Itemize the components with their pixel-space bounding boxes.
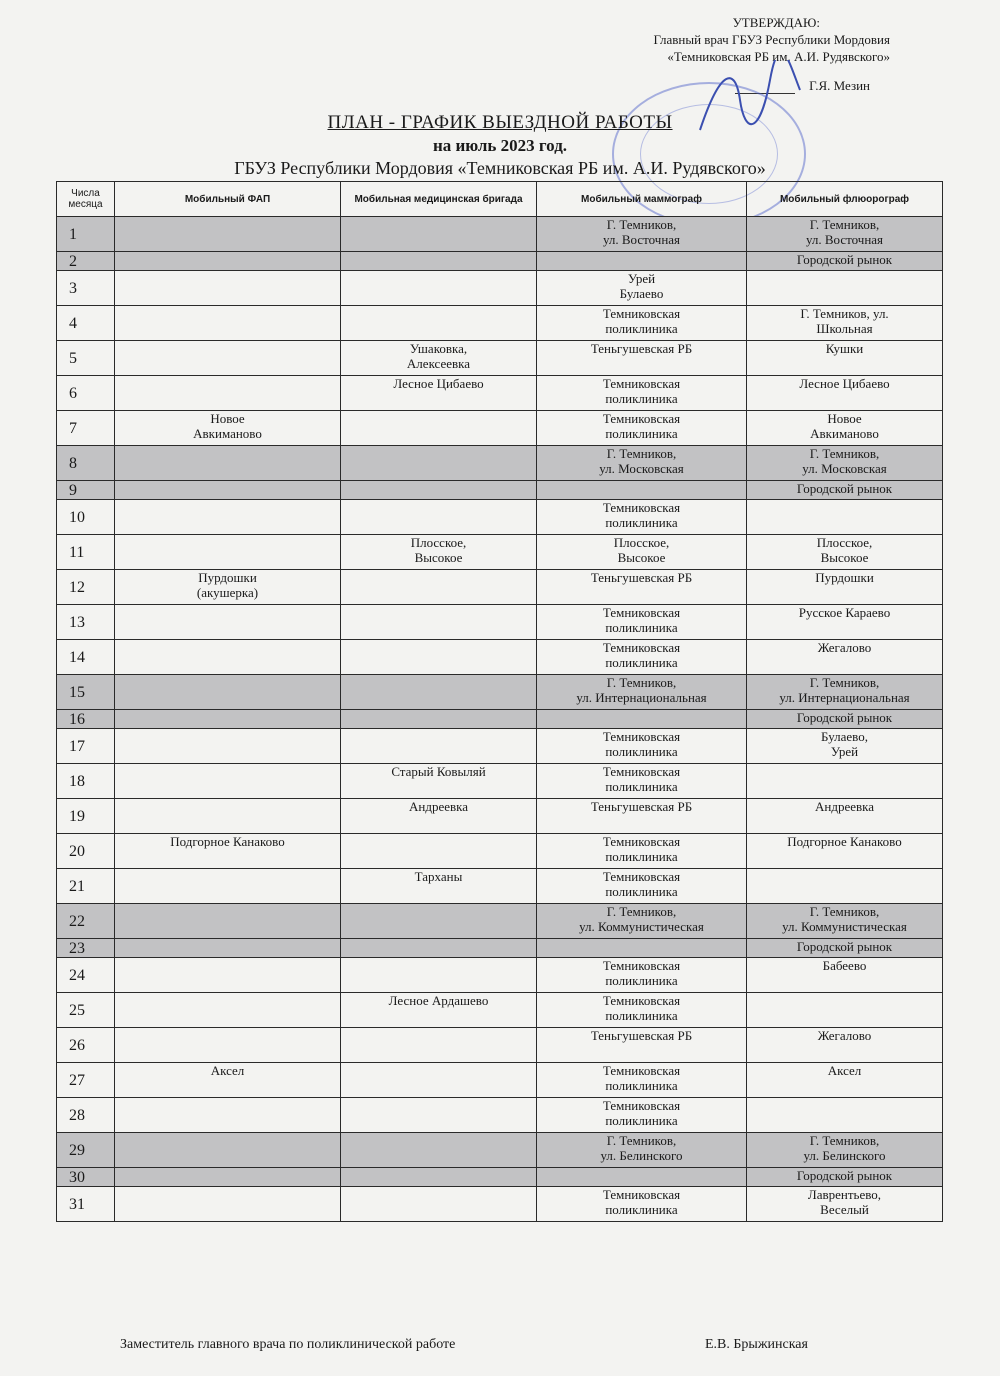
cell-brigade xyxy=(341,411,537,446)
cell-fap xyxy=(115,958,341,993)
cell-brigade: Тарханы xyxy=(341,869,537,904)
cell-day: 8 xyxy=(57,446,115,481)
approval-heading: УТВЕРЖДАЮ: xyxy=(732,15,820,30)
cell-fap xyxy=(115,993,341,1028)
cell-fap xyxy=(115,904,341,939)
table-row xyxy=(57,640,943,675)
cell-day: 16 xyxy=(57,710,115,729)
cell-mammograph: Теньгушевская РБ xyxy=(537,799,747,834)
table-row xyxy=(57,1063,943,1098)
cell-mammograph: Темниковская поликлиника xyxy=(537,729,747,764)
cell-fluorograph: Аксел xyxy=(747,1063,943,1098)
cell-day: 23 xyxy=(57,939,115,958)
cell-fluorograph: Г. Темников, ул. Школьная xyxy=(747,306,943,341)
cell-fap xyxy=(115,306,341,341)
cell-mammograph: Г. Темников, ул. Восточная xyxy=(537,217,747,252)
table-row xyxy=(57,570,943,605)
cell-fluorograph: Городской рынок xyxy=(747,710,943,729)
cell-fluorograph: Г. Темников, ул. Коммунистическая xyxy=(747,904,943,939)
cell-day: 22 xyxy=(57,904,115,939)
schedule-table xyxy=(56,181,943,1222)
table-row xyxy=(57,729,943,764)
cell-brigade xyxy=(341,271,537,306)
table-row xyxy=(57,411,943,446)
cell-day: 26 xyxy=(57,1028,115,1063)
cell-fap xyxy=(115,640,341,675)
cell-mammograph: Плосское, Высокое xyxy=(537,535,747,570)
table-row xyxy=(57,605,943,640)
table-row xyxy=(57,341,943,376)
table-row xyxy=(57,869,943,904)
table-row xyxy=(57,306,943,341)
cell-mammograph: Темниковская поликлиника xyxy=(537,376,747,411)
cell-fap xyxy=(115,500,341,535)
cell-fluorograph xyxy=(747,869,943,904)
cell-mammograph: Темниковская поликлиника xyxy=(537,605,747,640)
cell-brigade xyxy=(341,710,537,729)
cell-brigade xyxy=(341,1133,537,1168)
table-row xyxy=(57,958,943,993)
cell-mammograph: Г. Темников, ул. Коммунистическая xyxy=(537,904,747,939)
cell-brigade xyxy=(341,675,537,710)
cell-fap xyxy=(115,1098,341,1133)
header-fap: Мобильный ФАП xyxy=(115,182,341,217)
cell-fap xyxy=(115,217,341,252)
cell-brigade xyxy=(341,252,537,271)
cell-day: 12 xyxy=(57,570,115,605)
cell-day: 17 xyxy=(57,729,115,764)
cell-mammograph: Темниковская поликлиника xyxy=(537,306,747,341)
cell-fap xyxy=(115,1133,341,1168)
cell-day: 9 xyxy=(57,481,115,500)
cell-fap: Пурдошки (акушерка) xyxy=(115,570,341,605)
table-row xyxy=(57,1133,943,1168)
table-row xyxy=(57,535,943,570)
table-row xyxy=(57,675,943,710)
cell-day: 15 xyxy=(57,675,115,710)
cell-fluorograph: Г. Темников, ул. Московская xyxy=(747,446,943,481)
cell-fluorograph xyxy=(747,500,943,535)
cell-brigade xyxy=(341,570,537,605)
document-title xyxy=(0,112,1000,179)
table-row xyxy=(57,376,943,411)
table-row xyxy=(57,904,943,939)
cell-brigade xyxy=(341,605,537,640)
cell-fluorograph: Андреевка xyxy=(747,799,943,834)
title-line-1: ПЛАН - ГРАФИК ВЫЕЗДНОЙ РАБОТЫ xyxy=(327,112,673,133)
cell-mammograph: Г. Темников, ул. Московская xyxy=(537,446,747,481)
cell-day: 6 xyxy=(57,376,115,411)
cell-fap xyxy=(115,675,341,710)
table-row xyxy=(57,500,943,535)
cell-brigade xyxy=(341,446,537,481)
approval-organization: «Темниковская РБ им. А.И. Рудявского» xyxy=(667,49,890,64)
table-row xyxy=(57,1098,943,1133)
cell-mammograph xyxy=(537,939,747,958)
cell-brigade xyxy=(341,640,537,675)
cell-mammograph xyxy=(537,481,747,500)
cell-day: 5 xyxy=(57,341,115,376)
header-fluorograph: Мобильный флюорограф xyxy=(747,182,943,217)
cell-mammograph: Теньгушевская РБ xyxy=(537,1028,747,1063)
cell-mammograph: Темниковская поликлиника xyxy=(537,411,747,446)
cell-brigade: Старый Ковыляй xyxy=(341,764,537,799)
cell-brigade xyxy=(341,1168,537,1187)
cell-day: 29 xyxy=(57,1133,115,1168)
cell-day: 1 xyxy=(57,217,115,252)
cell-day: 11 xyxy=(57,535,115,570)
cell-fluorograph: Городской рынок xyxy=(747,939,943,958)
cell-mammograph: Темниковская поликлиника xyxy=(537,834,747,869)
footer-position: Заместитель главного врача по поликлинической работе xyxy=(120,1337,456,1352)
cell-brigade xyxy=(341,481,537,500)
cell-fap xyxy=(115,535,341,570)
table-row xyxy=(57,1187,943,1222)
cell-mammograph: Теньгушевская РБ xyxy=(537,570,747,605)
cell-fluorograph: Г. Темников, ул. Белинского xyxy=(747,1133,943,1168)
title-line-3: ГБУЗ Республики Мордовия «Темниковская РБ им. А.И. Рудявского» xyxy=(234,158,766,178)
cell-mammograph: Темниковская поликлиника xyxy=(537,1063,747,1098)
cell-fap xyxy=(115,376,341,411)
cell-fluorograph: Плосское, Высокое xyxy=(747,535,943,570)
cell-brigade: Лесное Цибаево xyxy=(341,376,537,411)
cell-fap: Аксел xyxy=(115,1063,341,1098)
cell-day: 30 xyxy=(57,1168,115,1187)
cell-fap: Подгорное Канаково xyxy=(115,834,341,869)
cell-mammograph: Темниковская поликлиника xyxy=(537,500,747,535)
cell-brigade xyxy=(341,1028,537,1063)
table-row xyxy=(57,710,943,729)
cell-fluorograph: Лесное Цибаево xyxy=(747,376,943,411)
cell-fap xyxy=(115,271,341,306)
cell-fap xyxy=(115,252,341,271)
table-row xyxy=(57,764,943,799)
cell-fluorograph xyxy=(747,993,943,1028)
cell-mammograph: Темниковская поликлиника xyxy=(537,993,747,1028)
header-day: Числа месяца xyxy=(57,182,115,217)
cell-day: 13 xyxy=(57,605,115,640)
cell-fap xyxy=(115,1028,341,1063)
cell-mammograph: Урей Булаево xyxy=(537,271,747,306)
cell-brigade xyxy=(341,306,537,341)
table-row xyxy=(57,446,943,481)
cell-fluorograph: Г. Темников, ул. Интернациональная xyxy=(747,675,943,710)
cell-fap xyxy=(115,869,341,904)
table-row xyxy=(57,834,943,869)
cell-day: 10 xyxy=(57,500,115,535)
cell-brigade xyxy=(341,1098,537,1133)
cell-mammograph: Темниковская поликлиника xyxy=(537,958,747,993)
cell-fluorograph: Г. Темников, ул. Восточная xyxy=(747,217,943,252)
footer-name: Е.В. Брыжинская xyxy=(705,1337,808,1352)
cell-day: 3 xyxy=(57,271,115,306)
cell-fap xyxy=(115,939,341,958)
cell-mammograph: Темниковская поликлиника xyxy=(537,1187,747,1222)
title-line-2: на июль 2023 год. xyxy=(432,136,568,155)
cell-fluorograph: Городской рынок xyxy=(747,1168,943,1187)
cell-day: 24 xyxy=(57,958,115,993)
cell-fluorograph: Лаврентьево, Веселый xyxy=(747,1187,943,1222)
cell-fluorograph: Бабеево xyxy=(747,958,943,993)
cell-fap xyxy=(115,799,341,834)
cell-day: 18 xyxy=(57,764,115,799)
cell-mammograph: Темниковская поликлиника xyxy=(537,869,747,904)
cell-mammograph xyxy=(537,252,747,271)
table-row xyxy=(57,993,943,1028)
cell-fluorograph: Подгорное Канаково xyxy=(747,834,943,869)
cell-brigade xyxy=(341,834,537,869)
cell-fap xyxy=(115,1168,341,1187)
cell-brigade xyxy=(341,958,537,993)
cell-fluorograph: Кушки xyxy=(747,341,943,376)
cell-fap xyxy=(115,710,341,729)
cell-day: 27 xyxy=(57,1063,115,1098)
cell-brigade xyxy=(341,939,537,958)
header-mammograph: Мобильный маммограф xyxy=(537,182,747,217)
cell-fap: Новое Авкиманово xyxy=(115,411,341,446)
table-body xyxy=(57,217,943,1222)
cell-brigade xyxy=(341,729,537,764)
cell-day: 31 xyxy=(57,1187,115,1222)
table-row xyxy=(57,1028,943,1063)
cell-fluorograph: Жегалово xyxy=(747,1028,943,1063)
cell-fap xyxy=(115,446,341,481)
table-header-row xyxy=(57,182,943,217)
cell-day: 2 xyxy=(57,252,115,271)
table-row xyxy=(57,252,943,271)
cell-fluorograph xyxy=(747,764,943,799)
cell-mammograph: Темниковская поликлиника xyxy=(537,764,747,799)
cell-brigade xyxy=(341,904,537,939)
cell-fluorograph: Пурдошки xyxy=(747,570,943,605)
cell-fap xyxy=(115,605,341,640)
cell-fluorograph xyxy=(747,1098,943,1133)
cell-day: 21 xyxy=(57,869,115,904)
cell-fap xyxy=(115,481,341,500)
cell-day: 14 xyxy=(57,640,115,675)
cell-fluorograph: Новое Авкиманово xyxy=(747,411,943,446)
cell-brigade: Андреевка xyxy=(341,799,537,834)
table-row xyxy=(57,271,943,306)
cell-day: 7 xyxy=(57,411,115,446)
cell-mammograph xyxy=(537,710,747,729)
footer xyxy=(120,1337,860,1353)
cell-day: 20 xyxy=(57,834,115,869)
table-row xyxy=(57,799,943,834)
cell-brigade xyxy=(341,1187,537,1222)
cell-mammograph: Г. Темников, ул. Белинского xyxy=(537,1133,747,1168)
cell-brigade xyxy=(341,500,537,535)
table-row xyxy=(57,217,943,252)
cell-mammograph: Теньгушевская РБ xyxy=(537,341,747,376)
approval-signer: Г.Я. Мезин xyxy=(809,78,870,93)
header-brigade: Мобильная медицинская бригада xyxy=(341,182,537,217)
cell-fluorograph: Русское Караево xyxy=(747,605,943,640)
cell-fap xyxy=(115,341,341,376)
cell-brigade xyxy=(341,217,537,252)
cell-fluorograph: Булаево, Урей xyxy=(747,729,943,764)
cell-mammograph: Темниковская поликлиника xyxy=(537,640,747,675)
cell-fluorograph: Жегалово xyxy=(747,640,943,675)
cell-fap xyxy=(115,1187,341,1222)
cell-mammograph: Г. Темников, ул. Интернациональная xyxy=(537,675,747,710)
cell-brigade: Лесное Ардашево xyxy=(341,993,537,1028)
cell-fap xyxy=(115,764,341,799)
cell-mammograph xyxy=(537,1168,747,1187)
cell-day: 4 xyxy=(57,306,115,341)
cell-brigade: Плосское, Высокое xyxy=(341,535,537,570)
cell-fap xyxy=(115,729,341,764)
cell-day: 25 xyxy=(57,993,115,1028)
cell-brigade xyxy=(341,1063,537,1098)
cell-fluorograph: Городской рынок xyxy=(747,481,943,500)
approval-position: Главный врач ГБУЗ Республики Мордовия xyxy=(653,32,890,47)
cell-fluorograph: Городской рынок xyxy=(747,252,943,271)
table-row xyxy=(57,1168,943,1187)
table-row xyxy=(57,481,943,500)
cell-fluorograph xyxy=(747,271,943,306)
cell-day: 19 xyxy=(57,799,115,834)
cell-brigade: Ушаковка, Алексеевка xyxy=(341,341,537,376)
cell-day: 28 xyxy=(57,1098,115,1133)
table-row xyxy=(57,939,943,958)
cell-mammograph: Темниковская поликлиника xyxy=(537,1098,747,1133)
